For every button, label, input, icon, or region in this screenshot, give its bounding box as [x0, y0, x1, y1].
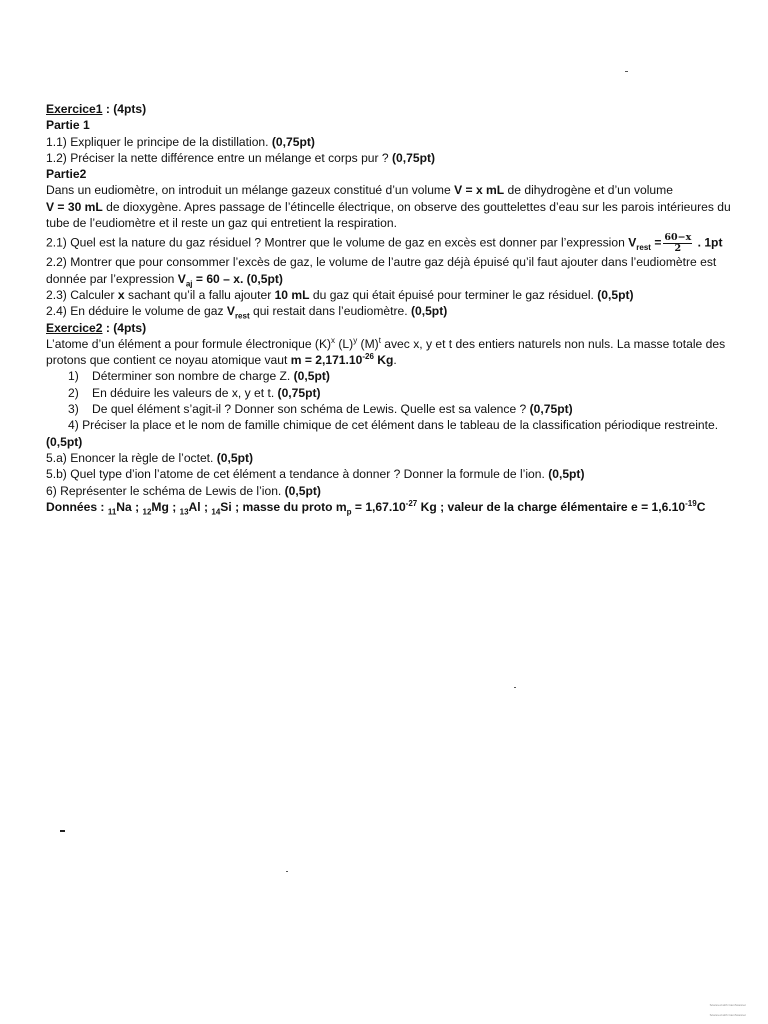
scan-speck: [60, 830, 65, 832]
scan-speck: [625, 71, 628, 72]
scan-speck: [514, 687, 516, 688]
exercise2-points: : (4pts): [102, 320, 147, 335]
list-item: 3) De quel élément s’agit-il ? Donner son schéma de Lewis. Quelle est sa valence ? (0,75pt): [68, 402, 573, 417]
question-2-1: 2.1) Quel est la nature du gaz résiduel ? Montrer que le volume de gaz en excès est donner par l’expression $V_{rest}$ = $\frac{60-x}{2}$ . 1pt: [46, 232, 723, 255]
question-2-3: 2.3) Calculer x sachant qu’il a fallu ajouter 10 mL du gaz qui était épuisé pour terminer le gaz résiduel. (0,5pt): [46, 287, 634, 302]
question-2-2: 2.2) Montrer que pour consommer l’excès de gaz, le volume de l’autre gaz déjà épuisé qu’il faut ajouter dans l’eudiomètre est donnée par l’expression $V_{aj} = 60 - x$. (0,5pt): [46, 255, 717, 289]
question-5a: 5.a) Enoncer la règle de l’octet. (0,5pt): [46, 450, 254, 465]
fraction-expression: $\frac{60-x}{2}$: [664, 232, 692, 255]
question-1-1: 1.1) Expliquer le principe de la distillation. (0,75pt): [46, 134, 315, 149]
scanner-watermark-1: Scanned with CamScanner: [709, 1003, 746, 1007]
exercise2-intro: L’atome d’un élément a pour formule électronique $(K)^x$ $(L)^y$ $(M)^t$ avec x, y et t des entiers naturels non nuls. La masse totale des protons que contient ce noyau atomique vaut $m = 2,171.10^{-26}$ Kg.: [46, 335, 726, 368]
list-item: 1) Déterminer son nombre de charge Z. (0,5pt): [68, 369, 330, 384]
question-6: 6) Représenter le schéma de Lewis de l’ion. (0,5pt): [46, 483, 321, 498]
question-2-4: 2.4) En déduire le volume de gaz $V_{rest}$ qui restait dans l’eudiomètre. (0,5pt): [46, 304, 448, 321]
exercise1-heading: [46, 101, 756, 117]
partie1-title: Partie 1: [46, 118, 90, 133]
donnees-line: Données : $_{11}$Na ; $_{12}$Mg ; $_{13}$Al ; $_{14}$Si ; masse du proto $m_p = 1,67.10^{-27}$ Kg ; valeur de la charge élémentaire $e = 1,6.10^{-19}C$: [46, 498, 706, 517]
scanner-watermark-2: Scanned with CamScanner: [709, 1013, 746, 1017]
question-1-2: 1.2) Préciser la nette différence entre un mélange et corps pur ? (0,75pt): [46, 150, 436, 165]
exercise2-heading: [46, 320, 756, 336]
exercise1-points: : (4pts): [102, 102, 147, 116]
exam-document: [46, 101, 756, 515]
scan-speck: [286, 871, 288, 872]
question-5b: 5.b) Quel type d’ion l’atome de cet élément a tendance à donner ? Donner la formule de l’ion. (0,5pt): [46, 467, 585, 482]
exercise1-title: Exercice1: [46, 102, 103, 116]
question-4: 4) Préciser la place et le nom de famille chimique de cet élément dans le tableau de la classification périodique restreinte. (0,5pt): [46, 418, 719, 449]
partie2-intro: Dans un eudiomètre, on introduit un mélange gazeux constitué d’un volume V = x mL de dihydrogène et d’un volume V = 30 mL de dioxygène. Apres passage de l’étincelle électrique, on observe des gouttelettes d’eau sur les parois intérieures du tube de l’eudiomètre et il reste un gaz qui entretient la respiration.: [46, 183, 731, 231]
exercise2-title: Exercice2: [46, 320, 103, 335]
partie2-title: Partie2: [46, 167, 87, 182]
list-item: 2) En déduire les valeurs de x, y et t. (0,75pt): [68, 385, 321, 400]
